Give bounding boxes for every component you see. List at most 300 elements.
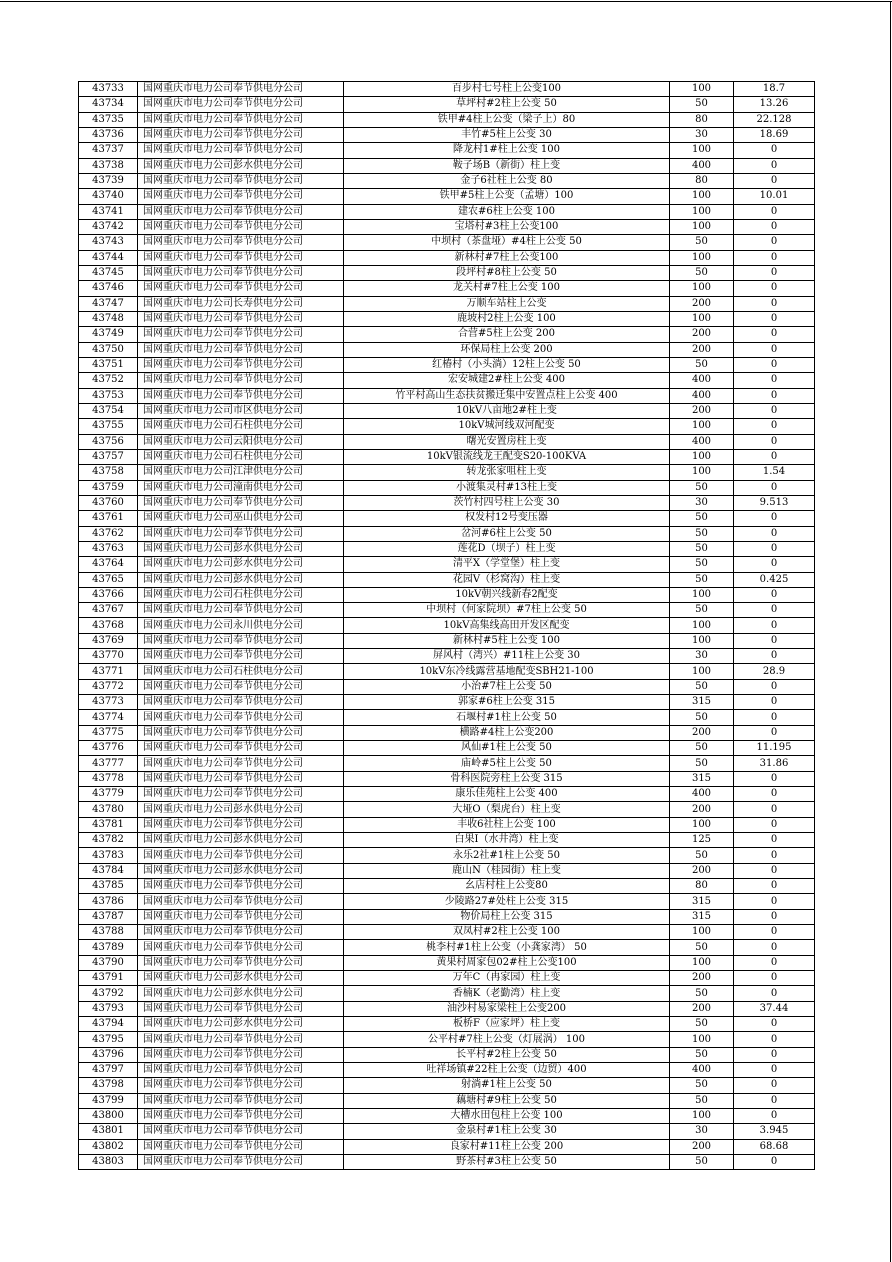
- cell-capacity: 30: [670, 495, 734, 510]
- cell-capacity: 100: [670, 250, 734, 265]
- cell-value: 0: [734, 771, 815, 786]
- cell-value: 0: [734, 695, 815, 710]
- cell-value: 0: [734, 311, 815, 326]
- cell-company: 国网重庆市电力公司奉节供电分公司: [138, 649, 344, 664]
- cell-value: 0: [734, 1063, 815, 1078]
- cell-name: 物价局柱上公变 315: [344, 909, 670, 924]
- table-row: [79, 679, 815, 694]
- cell-value: 11.195: [734, 741, 815, 756]
- cell-name: 宏安城建2#柱上公变 400: [344, 373, 670, 388]
- cell-id: 43760: [79, 495, 138, 510]
- cell-capacity: 200: [670, 327, 734, 342]
- cell-id: 43748: [79, 311, 138, 326]
- table-row: [79, 112, 815, 127]
- cell-value: 0: [734, 480, 815, 495]
- cell-capacity: 200: [670, 1139, 734, 1154]
- cell-id: 43792: [79, 986, 138, 1001]
- cell-id: 43754: [79, 403, 138, 418]
- cell-capacity: 200: [670, 863, 734, 878]
- cell-value: 0: [734, 603, 815, 618]
- cell-id: 43737: [79, 143, 138, 158]
- table-row: [79, 557, 815, 572]
- cell-value: 0: [734, 879, 815, 894]
- cell-id: 43738: [79, 158, 138, 173]
- table-row: [79, 1063, 815, 1078]
- cell-name: 万年C（冉家园）柱上变: [344, 971, 670, 986]
- table-row: [79, 1001, 815, 1016]
- cell-capacity: 30: [670, 649, 734, 664]
- table-row: [79, 833, 815, 848]
- cell-company: 国网重庆市电力公司奉节供电分公司: [138, 97, 344, 112]
- table-row: [79, 771, 815, 786]
- table-row: [79, 1047, 815, 1062]
- table-row: [79, 250, 815, 265]
- cell-value: 68.68: [734, 1139, 815, 1154]
- cell-capacity: 200: [670, 802, 734, 817]
- cell-company: 国网重庆市电力公司永川供电分公司: [138, 618, 344, 633]
- cell-capacity: 100: [670, 633, 734, 648]
- cell-name: 丰竹#5柱上公变 30: [344, 127, 670, 142]
- table-row: [79, 158, 815, 173]
- cell-id: 43747: [79, 296, 138, 311]
- table-row: [79, 143, 815, 158]
- cell-id: 43736: [79, 127, 138, 142]
- cell-name: 横路#4柱上公变200: [344, 725, 670, 740]
- table-row: [79, 173, 815, 188]
- table-row: [79, 511, 815, 526]
- cell-id: 43776: [79, 741, 138, 756]
- cell-capacity: 50: [670, 265, 734, 280]
- cell-value: 0: [734, 633, 815, 648]
- cell-company: 国网重庆市电力公司奉节供电分公司: [138, 940, 344, 955]
- cell-id: 43793: [79, 1001, 138, 1016]
- cell-id: 43771: [79, 664, 138, 679]
- cell-id: 43778: [79, 771, 138, 786]
- cell-id: 43787: [79, 909, 138, 924]
- cell-company: 国网重庆市电力公司彭水供电分公司: [138, 986, 344, 1001]
- table-row: [79, 1154, 815, 1169]
- table-row: [79, 587, 815, 602]
- cell-capacity: 50: [670, 756, 734, 771]
- table-row: [79, 863, 815, 878]
- table-row: [79, 787, 815, 802]
- table-row: [79, 449, 815, 464]
- cell-id: 43784: [79, 863, 138, 878]
- cell-value: 31.86: [734, 756, 815, 771]
- table-row: [79, 649, 815, 664]
- cell-company: 国网重庆市电力公司奉节供电分公司: [138, 771, 344, 786]
- table-row: [79, 894, 815, 909]
- cell-capacity: 100: [670, 618, 734, 633]
- cell-value: 0: [734, 802, 815, 817]
- cell-name: 屏风村（湾兴）#11柱上公变 30: [344, 649, 670, 664]
- cell-name: 白果I（水井湾）柱上变: [344, 833, 670, 848]
- cell-value: 0: [734, 986, 815, 1001]
- cell-name: 郭家#6柱上公变 315: [344, 695, 670, 710]
- cell-capacity: 315: [670, 894, 734, 909]
- table-row: [79, 235, 815, 250]
- cell-id: 43759: [79, 480, 138, 495]
- cell-name: 风仙#1柱上公变 50: [344, 741, 670, 756]
- table-row: [79, 603, 815, 618]
- cell-company: 国网重庆市电力公司云阳供电分公司: [138, 434, 344, 449]
- cell-id: 43786: [79, 894, 138, 909]
- cell-company: 国网重庆市电力公司奉节供电分公司: [138, 235, 344, 250]
- cell-id: 43796: [79, 1047, 138, 1062]
- table-row: [79, 265, 815, 280]
- cell-value: 9.513: [734, 495, 815, 510]
- cell-name: 铁甲#5柱上公变（孟塘）100: [344, 189, 670, 204]
- cell-id: 43733: [79, 82, 138, 97]
- cell-id: 43773: [79, 695, 138, 710]
- cell-value: 0: [734, 618, 815, 633]
- cell-capacity: 50: [670, 526, 734, 541]
- cell-company: 国网重庆市电力公司奉节供电分公司: [138, 756, 344, 771]
- cell-capacity: 100: [670, 1032, 734, 1047]
- cell-capacity: 50: [670, 572, 734, 587]
- cell-value: 0: [734, 787, 815, 802]
- cell-company: 国网重庆市电力公司潼南供电分公司: [138, 480, 344, 495]
- cell-name: 鞍子场B（新街）柱上变: [344, 158, 670, 173]
- cell-name: 10kV东冷线露营基地配变SBH21-100: [344, 664, 670, 679]
- cell-capacity: 50: [670, 603, 734, 618]
- top-border-line: [0, 1, 892, 2]
- cell-capacity: 125: [670, 833, 734, 848]
- cell-id: 43753: [79, 388, 138, 403]
- table-row: [79, 633, 815, 648]
- cell-capacity: 50: [670, 541, 734, 556]
- cell-value: 0: [734, 265, 815, 280]
- cell-company: 国网重庆市电力公司奉节供电分公司: [138, 679, 344, 694]
- table-row: [79, 465, 815, 480]
- cell-capacity: 50: [670, 1017, 734, 1032]
- cell-id: 43802: [79, 1139, 138, 1154]
- table-row: [79, 695, 815, 710]
- table-row: [79, 848, 815, 863]
- cell-value: 0: [734, 1017, 815, 1032]
- table-row: [79, 971, 815, 986]
- table-row: [79, 725, 815, 740]
- table-row: [79, 403, 815, 418]
- cell-company: 国网重庆市电力公司奉节供电分公司: [138, 909, 344, 924]
- cell-id: 43783: [79, 848, 138, 863]
- cell-name: 射淌#1柱上公变 50: [344, 1078, 670, 1093]
- cell-id: 43791: [79, 971, 138, 986]
- table-row: [79, 434, 815, 449]
- cell-value: 13.26: [734, 97, 815, 112]
- cell-name: 小渡集灵村#13柱上变: [344, 480, 670, 495]
- cell-value: 0: [734, 817, 815, 832]
- cell-name: 竹平村高山生态扶贫搬迁集中安置点柱上公变 400: [344, 388, 670, 403]
- cell-id: 43779: [79, 787, 138, 802]
- cell-capacity: 200: [670, 296, 734, 311]
- table-row: [79, 802, 815, 817]
- cell-capacity: 50: [670, 1047, 734, 1062]
- cell-value: 0: [734, 342, 815, 357]
- cell-value: 0: [734, 1032, 815, 1047]
- cell-value: 0: [734, 1078, 815, 1093]
- cell-name: 香楠K（老勤湾）柱上变: [344, 986, 670, 1001]
- cell-capacity: 50: [670, 940, 734, 955]
- transformer-table: [78, 81, 815, 1170]
- table-row: [79, 879, 815, 894]
- cell-company: 国网重庆市电力公司奉节供电分公司: [138, 526, 344, 541]
- cell-id: 43789: [79, 940, 138, 955]
- cell-value: 0: [734, 1093, 815, 1108]
- cell-company: 国网重庆市电力公司彭水供电分公司: [138, 863, 344, 878]
- table-row: [79, 342, 815, 357]
- table-row: [79, 1124, 815, 1139]
- cell-company: 国网重庆市电力公司奉节供电分公司: [138, 373, 344, 388]
- cell-value: 0: [734, 373, 815, 388]
- cell-name: 红椿村（小头淌）12柱上公变 50: [344, 357, 670, 372]
- cell-id: 43752: [79, 373, 138, 388]
- cell-company: 国网重庆市电力公司奉节供电分公司: [138, 327, 344, 342]
- cell-id: 43740: [79, 189, 138, 204]
- cell-name: 段坪村#8柱上公变 50: [344, 265, 670, 280]
- cell-name: 10kV朝兴线新春2配变: [344, 587, 670, 602]
- cell-name: 新林村#5柱上公变 100: [344, 633, 670, 648]
- cell-value: 0: [734, 158, 815, 173]
- cell-name: 金泉村#1柱上公变 30: [344, 1124, 670, 1139]
- table-row: [79, 1032, 815, 1047]
- cell-company: 国网重庆市电力公司巫山供电分公司: [138, 511, 344, 526]
- cell-name: 公平村#7柱上公变（灯展涡） 100: [344, 1032, 670, 1047]
- cell-capacity: 50: [670, 679, 734, 694]
- table-row: [79, 925, 815, 940]
- cell-value: 0: [734, 940, 815, 955]
- cell-value: 0: [734, 250, 815, 265]
- table-row: [79, 1093, 815, 1108]
- cell-capacity: 100: [670, 465, 734, 480]
- cell-name: 良家村#11柱上公变 200: [344, 1139, 670, 1154]
- cell-capacity: 50: [670, 235, 734, 250]
- cell-id: 43734: [79, 97, 138, 112]
- cell-company: 国网重庆市电力公司彭水供电分公司: [138, 572, 344, 587]
- cell-id: 43745: [79, 265, 138, 280]
- cell-company: 国网重庆市电力公司石柱供电分公司: [138, 587, 344, 602]
- table-row: [79, 817, 815, 832]
- cell-name: 铁甲#4柱上公变（梁子上）80: [344, 112, 670, 127]
- cell-company: 国网重庆市电力公司奉节供电分公司: [138, 817, 344, 832]
- cell-value: 0: [734, 894, 815, 909]
- cell-value: 22.128: [734, 112, 815, 127]
- table-row: [79, 357, 815, 372]
- cell-capacity: 400: [670, 434, 734, 449]
- cell-company: 国网重庆市电力公司彭水供电分公司: [138, 833, 344, 848]
- cell-company: 国网重庆市电力公司奉节供电分公司: [138, 219, 344, 234]
- cell-name: 万顺车站柱上公变: [344, 296, 670, 311]
- cell-capacity: 200: [670, 342, 734, 357]
- cell-name: 降龙村1#柱上公变 100: [344, 143, 670, 158]
- cell-name: 10kV高集线高田开发区配变: [344, 618, 670, 633]
- cell-company: 国网重庆市电力公司彭水供电分公司: [138, 557, 344, 572]
- cell-company: 国网重庆市电力公司奉节供电分公司: [138, 388, 344, 403]
- table-row: [79, 526, 815, 541]
- cell-value: 0: [734, 235, 815, 250]
- cell-capacity: 100: [670, 311, 734, 326]
- table-row: [79, 1078, 815, 1093]
- cell-company: 国网重庆市电力公司奉节供电分公司: [138, 725, 344, 740]
- cell-capacity: 80: [670, 173, 734, 188]
- cell-id: 43750: [79, 342, 138, 357]
- table-row: [79, 756, 815, 771]
- table-row: [79, 219, 815, 234]
- cell-id: 43794: [79, 1017, 138, 1032]
- cell-value: 0: [734, 587, 815, 602]
- cell-company: 国网重庆市电力公司奉节供电分公司: [138, 1001, 344, 1016]
- cell-name: 权发村12号变压器: [344, 511, 670, 526]
- cell-name: 建农#6柱上公变 100: [344, 204, 670, 219]
- cell-value: 0: [734, 281, 815, 296]
- cell-name: 双凤村#2柱上公变 100: [344, 925, 670, 940]
- cell-company: 国网重庆市电力公司奉节供电分公司: [138, 1124, 344, 1139]
- cell-name: 鹿坡村2柱上公变 100: [344, 311, 670, 326]
- cell-company: 国网重庆市电力公司奉节供电分公司: [138, 143, 344, 158]
- cell-company: 国网重庆市电力公司石柱供电分公司: [138, 419, 344, 434]
- cell-company: 国网重庆市电力公司彭水供电分公司: [138, 802, 344, 817]
- cell-name: 鹿山N（桂园街）柱上变: [344, 863, 670, 878]
- table-row: [79, 311, 815, 326]
- cell-company: 国网重庆市电力公司奉节供电分公司: [138, 848, 344, 863]
- cell-company: 国网重庆市电力公司奉节供电分公司: [138, 112, 344, 127]
- cell-company: 国网重庆市电力公司奉节供电分公司: [138, 1154, 344, 1169]
- table-row: [79, 909, 815, 924]
- cell-id: 43772: [79, 679, 138, 694]
- cell-company: 国网重庆市电力公司石柱供电分公司: [138, 449, 344, 464]
- cell-company: 国网重庆市电力公司彭水供电分公司: [138, 971, 344, 986]
- cell-company: 国网重庆市电力公司彭水供电分公司: [138, 1017, 344, 1032]
- cell-capacity: 100: [670, 219, 734, 234]
- cell-id: 43785: [79, 879, 138, 894]
- cell-capacity: 100: [670, 817, 734, 832]
- cell-id: 43801: [79, 1124, 138, 1139]
- cell-capacity: 50: [670, 357, 734, 372]
- cell-value: 1.54: [734, 465, 815, 480]
- cell-capacity: 100: [670, 449, 734, 464]
- table-row: [79, 741, 815, 756]
- cell-id: 43788: [79, 925, 138, 940]
- cell-value: 0: [734, 526, 815, 541]
- cell-capacity: 100: [670, 587, 734, 602]
- cell-value: 0: [734, 511, 815, 526]
- cell-value: 10.01: [734, 189, 815, 204]
- cell-id: 43749: [79, 327, 138, 342]
- cell-value: 0: [734, 863, 815, 878]
- cell-name: 少陵路27#处柱上公变 315: [344, 894, 670, 909]
- cell-company: 国网重庆市电力公司奉节供电分公司: [138, 1093, 344, 1108]
- cell-name: 大槽水田包柱上公变 100: [344, 1108, 670, 1123]
- cell-value: 0: [734, 1154, 815, 1169]
- cell-value: 0: [734, 357, 815, 372]
- cell-company: 国网重庆市电力公司奉节供电分公司: [138, 250, 344, 265]
- table-row: [79, 710, 815, 725]
- cell-capacity: 30: [670, 1124, 734, 1139]
- cell-id: 43761: [79, 511, 138, 526]
- cell-id: 43795: [79, 1032, 138, 1047]
- cell-id: 43798: [79, 1078, 138, 1093]
- cell-id: 43756: [79, 434, 138, 449]
- cell-id: 43763: [79, 541, 138, 556]
- table-row: [79, 572, 815, 587]
- cell-id: 43770: [79, 649, 138, 664]
- cell-capacity: 80: [670, 879, 734, 894]
- cell-name: 庙岭#5柱上公变 50: [344, 756, 670, 771]
- cell-capacity: 200: [670, 1001, 734, 1016]
- cell-value: 0: [734, 219, 815, 234]
- cell-capacity: 100: [670, 143, 734, 158]
- cell-value: 3.945: [734, 1124, 815, 1139]
- cell-value: 0: [734, 679, 815, 694]
- cell-id: 43735: [79, 112, 138, 127]
- cell-id: 43744: [79, 250, 138, 265]
- cell-company: 国网重庆市电力公司奉节供电分公司: [138, 603, 344, 618]
- cell-value: 0: [734, 649, 815, 664]
- cell-capacity: 400: [670, 373, 734, 388]
- cell-id: 43741: [79, 204, 138, 219]
- cell-value: 0: [734, 971, 815, 986]
- cell-capacity: 400: [670, 1063, 734, 1078]
- cell-name: 10kV八亩地2#柱上变: [344, 403, 670, 418]
- cell-id: 43762: [79, 526, 138, 541]
- cell-name: 茨竹村四号柱上公变 30: [344, 495, 670, 510]
- cell-company: 国网重庆市电力公司奉节供电分公司: [138, 281, 344, 296]
- cell-value: 0: [734, 204, 815, 219]
- table-row: [79, 327, 815, 342]
- cell-company: 国网重庆市电力公司奉节供电分公司: [138, 311, 344, 326]
- cell-capacity: 100: [670, 925, 734, 940]
- cell-name: 新林村#7柱上公变100: [344, 250, 670, 265]
- cell-name: 康乐佳苑柱上公变 400: [344, 787, 670, 802]
- cell-id: 43769: [79, 633, 138, 648]
- cell-name: 黄果村周家包02#柱上公变100: [344, 955, 670, 970]
- cell-name: 丰收6社柱上公变 100: [344, 817, 670, 832]
- cell-company: 国网重庆市电力公司奉节供电分公司: [138, 342, 344, 357]
- cell-company: 国网重庆市电力公司奉节供电分公司: [138, 894, 344, 909]
- cell-company: 国网重庆市电力公司奉节供电分公司: [138, 173, 344, 188]
- table-row: [79, 1108, 815, 1123]
- cell-capacity: 100: [670, 189, 734, 204]
- table-row: [79, 419, 815, 434]
- cell-capacity: 50: [670, 1154, 734, 1169]
- cell-capacity: 80: [670, 112, 734, 127]
- cell-value: 0: [734, 925, 815, 940]
- cell-capacity: 100: [670, 204, 734, 219]
- table-row: [79, 664, 815, 679]
- cell-capacity: 200: [670, 403, 734, 418]
- cell-value: 0: [734, 419, 815, 434]
- cell-company: 国网重庆市电力公司奉节供电分公司: [138, 204, 344, 219]
- cell-capacity: 100: [670, 1108, 734, 1123]
- cell-company: 国网重庆市电力公司奉节供电分公司: [138, 633, 344, 648]
- cell-value: 0: [734, 327, 815, 342]
- cell-name: 莲花D（坝子）柱上变: [344, 541, 670, 556]
- cell-id: 43790: [79, 955, 138, 970]
- table-row: [79, 955, 815, 970]
- table-row: [79, 1017, 815, 1032]
- cell-value: 0: [734, 909, 815, 924]
- cell-capacity: 50: [670, 741, 734, 756]
- cell-capacity: 50: [670, 557, 734, 572]
- cell-name: 清平X（学堂堡）柱上变: [344, 557, 670, 572]
- cell-value: 0: [734, 388, 815, 403]
- cell-id: 43739: [79, 173, 138, 188]
- cell-name: 野茶村#3柱上公变 50: [344, 1154, 670, 1169]
- cell-id: 43797: [79, 1063, 138, 1078]
- table-row: [79, 204, 815, 219]
- cell-name: 10kV银流线龙王配变S20-100KVA: [344, 449, 670, 464]
- cell-company: 国网重庆市电力公司奉节供电分公司: [138, 1063, 344, 1078]
